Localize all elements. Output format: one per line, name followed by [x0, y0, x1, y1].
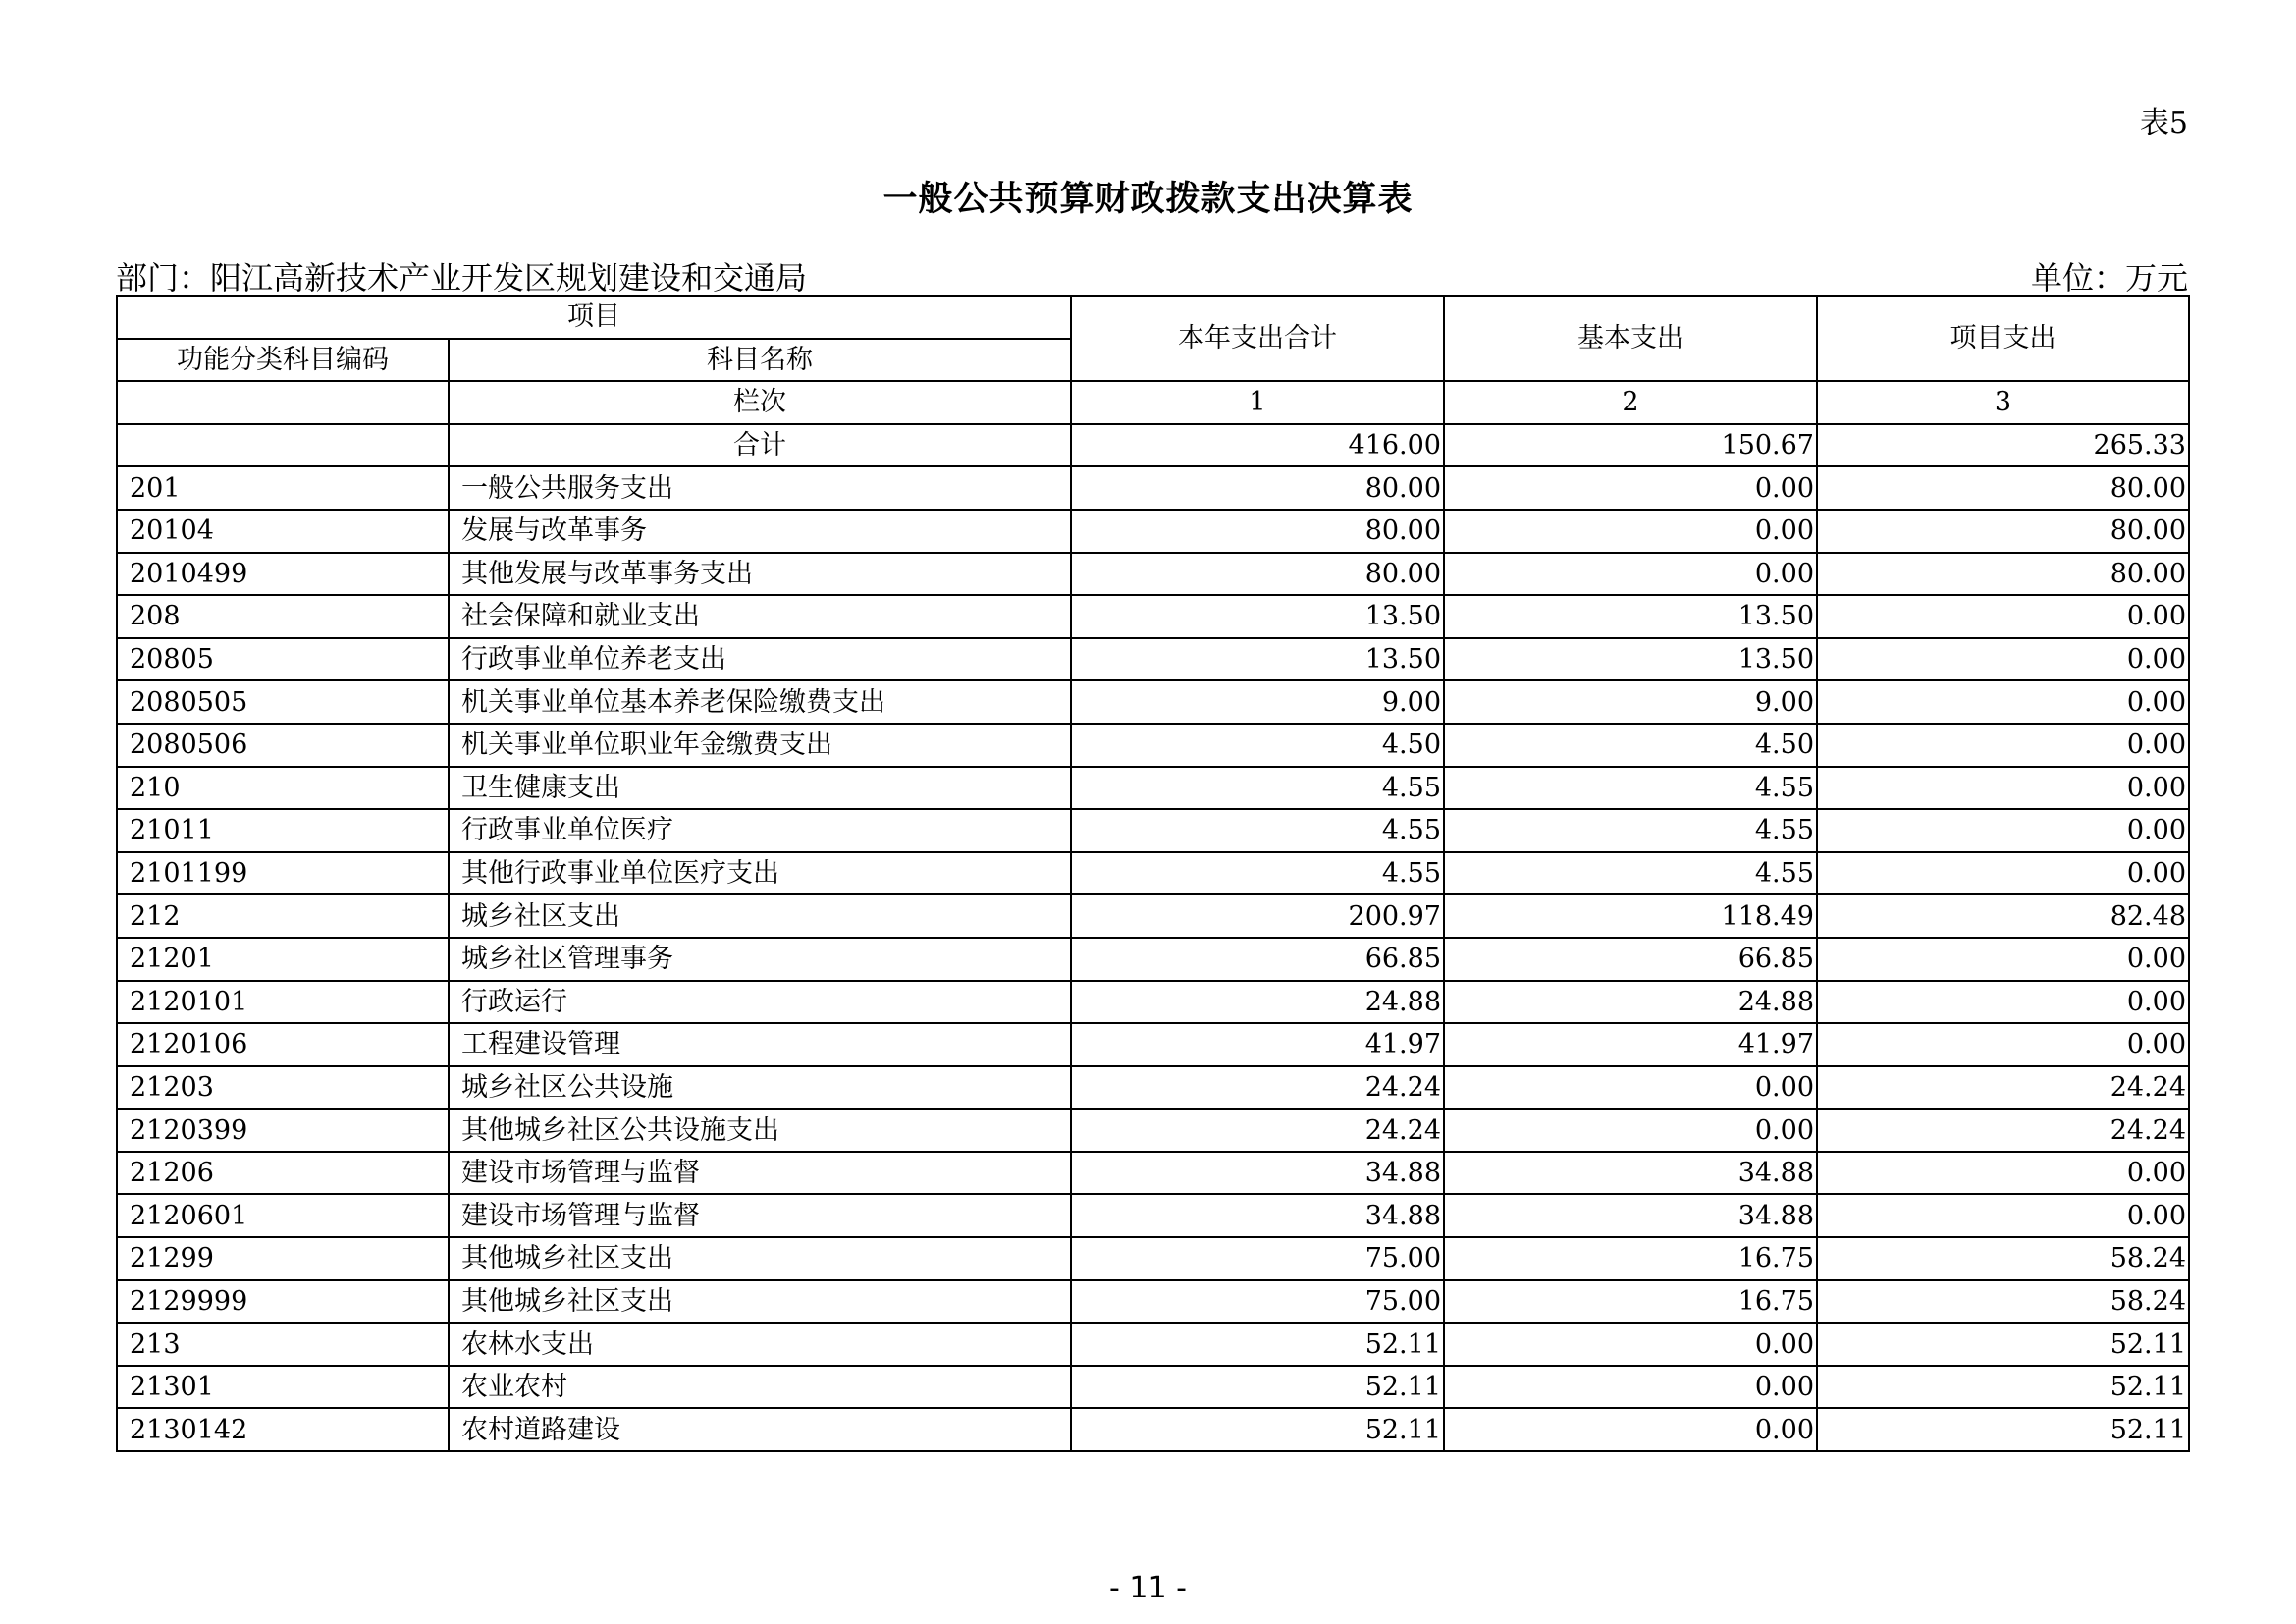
row-code: 2101199 [117, 852, 449, 895]
row-project: 0.00 [1817, 852, 2189, 895]
row-project: 52.11 [1817, 1323, 2189, 1366]
row-code: 2120399 [117, 1109, 449, 1152]
row-code: 2120106 [117, 1023, 449, 1066]
row-project: 0.00 [1817, 1194, 2189, 1237]
row-basic: 0.00 [1444, 1366, 1817, 1409]
row-code: 2120601 [117, 1194, 449, 1237]
table-row [117, 595, 2189, 638]
row-project: 80.00 [1817, 553, 2189, 596]
table-row [117, 1109, 2189, 1152]
row-name: 机关事业单位职业年金缴费支出 [449, 724, 1071, 767]
row-total: 13.50 [1071, 595, 1444, 638]
column-index-2: 2 [1444, 381, 1817, 424]
row-code: 21299 [117, 1237, 449, 1280]
header-code: 功能分类科目编码 [117, 339, 449, 382]
table-row [117, 553, 2189, 596]
row-basic: 4.55 [1444, 809, 1817, 852]
row-basic: 4.50 [1444, 724, 1817, 767]
row-code: 213 [117, 1323, 449, 1366]
row-name: 建设市场管理与监督 [449, 1152, 1071, 1195]
table-row [117, 466, 2189, 510]
row-total: 24.24 [1071, 1109, 1444, 1152]
department-label: 部门：阳江高新技术产业开发区规划建设和交通局 [116, 259, 808, 297]
row-project: 58.24 [1817, 1237, 2189, 1280]
sum-total: 416.00 [1071, 424, 1444, 467]
row-name: 发展与改革事务 [449, 510, 1071, 553]
row-name: 农业农村 [449, 1366, 1071, 1409]
row-project: 0.00 [1817, 680, 2189, 724]
row-project: 0.00 [1817, 638, 2189, 681]
row-basic: 16.75 [1444, 1280, 1817, 1324]
row-project: 82.48 [1817, 894, 2189, 938]
row-total: 4.55 [1071, 809, 1444, 852]
row-total: 75.00 [1071, 1237, 1444, 1280]
table-row [117, 1366, 2189, 1409]
row-basic: 0.00 [1444, 1408, 1817, 1451]
row-total: 52.11 [1071, 1366, 1444, 1409]
row-code: 212 [117, 894, 449, 938]
row-name: 城乡社区公共设施 [449, 1066, 1071, 1110]
row-total: 52.11 [1071, 1408, 1444, 1451]
row-name: 一般公共服务支出 [449, 466, 1071, 510]
row-project: 0.00 [1817, 595, 2189, 638]
header-project-expenditure: 项目支出 [1817, 296, 2189, 381]
row-code: 2120101 [117, 981, 449, 1024]
row-name: 卫生健康支出 [449, 767, 1071, 810]
row-basic: 16.75 [1444, 1237, 1817, 1280]
unit-label: 单位：万元 [2030, 259, 2188, 297]
table-row [117, 1323, 2189, 1366]
row-code: 21206 [117, 1152, 449, 1195]
row-name: 工程建设管理 [449, 1023, 1071, 1066]
row-total: 9.00 [1071, 680, 1444, 724]
column-index-label: 栏次 [449, 381, 1071, 424]
row-code: 2080505 [117, 680, 449, 724]
row-basic: 24.88 [1444, 981, 1817, 1024]
row-project: 0.00 [1817, 809, 2189, 852]
row-total: 80.00 [1071, 510, 1444, 553]
sum-basic: 150.67 [1444, 424, 1817, 467]
sum-label: 合计 [449, 424, 1071, 467]
table-row [117, 894, 2189, 938]
header-project: 项目 [117, 296, 1071, 339]
row-basic: 118.49 [1444, 894, 1817, 938]
row-code: 2129999 [117, 1280, 449, 1324]
sum-row [117, 424, 2189, 467]
row-name: 其他发展与改革事务支出 [449, 553, 1071, 596]
row-total: 52.11 [1071, 1323, 1444, 1366]
row-code: 20104 [117, 510, 449, 553]
row-basic: 9.00 [1444, 680, 1817, 724]
expenditure-table [116, 295, 2190, 1452]
header-total: 本年支出合计 [1071, 296, 1444, 381]
row-project: 0.00 [1817, 724, 2189, 767]
row-basic: 13.50 [1444, 638, 1817, 681]
column-index-1: 1 [1071, 381, 1444, 424]
row-name: 建设市场管理与监督 [449, 1194, 1071, 1237]
table-row [117, 1066, 2189, 1110]
row-code: 2080506 [117, 724, 449, 767]
row-basic: 0.00 [1444, 1323, 1817, 1366]
row-project: 0.00 [1817, 981, 2189, 1024]
table-row [117, 1023, 2189, 1066]
row-project: 0.00 [1817, 1152, 2189, 1195]
row-basic: 0.00 [1444, 1109, 1817, 1152]
row-basic: 34.88 [1444, 1152, 1817, 1195]
table-row [117, 852, 2189, 895]
row-code: 2130142 [117, 1408, 449, 1451]
sum-project: 265.33 [1817, 424, 2189, 467]
row-total: 34.88 [1071, 1194, 1444, 1237]
table-row [117, 809, 2189, 852]
table-row [117, 1152, 2189, 1195]
table-row [117, 510, 2189, 553]
row-project: 58.24 [1817, 1280, 2189, 1324]
row-project: 80.00 [1817, 510, 2189, 553]
row-total: 24.88 [1071, 981, 1444, 1024]
row-project: 80.00 [1817, 466, 2189, 510]
row-name: 农林水支出 [449, 1323, 1071, 1366]
table-row [117, 938, 2189, 981]
row-basic: 34.88 [1444, 1194, 1817, 1237]
page-title: 一般公共预算财政拨款支出决算表 [882, 179, 1414, 219]
row-name: 其他城乡社区公共设施支出 [449, 1109, 1071, 1152]
row-basic: 0.00 [1444, 510, 1817, 553]
row-name: 行政运行 [449, 981, 1071, 1024]
row-name: 机关事业单位基本养老保险缴费支出 [449, 680, 1071, 724]
row-basic: 4.55 [1444, 852, 1817, 895]
row-total: 4.50 [1071, 724, 1444, 767]
row-code: 2010499 [117, 553, 449, 596]
table-row [117, 1280, 2189, 1324]
row-total: 80.00 [1071, 553, 1444, 596]
row-name: 行政事业单位医疗 [449, 809, 1071, 852]
column-index-3: 3 [1817, 381, 2189, 424]
row-basic: 0.00 [1444, 553, 1817, 596]
row-total: 80.00 [1071, 466, 1444, 510]
row-code: 210 [117, 767, 449, 810]
table-row [117, 767, 2189, 810]
row-code: 21011 [117, 809, 449, 852]
table-row [117, 680, 2189, 724]
table-number: 表5 [2139, 106, 2188, 140]
row-name: 城乡社区支出 [449, 894, 1071, 938]
table-row [117, 981, 2189, 1024]
row-name: 其他城乡社区支出 [449, 1280, 1071, 1324]
row-total: 4.55 [1071, 852, 1444, 895]
row-name: 社会保障和就业支出 [449, 595, 1071, 638]
row-code: 201 [117, 466, 449, 510]
row-code: 21201 [117, 938, 449, 981]
row-name: 城乡社区管理事务 [449, 938, 1071, 981]
row-project: 24.24 [1817, 1109, 2189, 1152]
row-total: 13.50 [1071, 638, 1444, 681]
row-name: 其他行政事业单位医疗支出 [449, 852, 1071, 895]
table-row [117, 1194, 2189, 1237]
row-project: 0.00 [1817, 938, 2189, 981]
row-total: 66.85 [1071, 938, 1444, 981]
table-row [117, 724, 2189, 767]
row-basic: 13.50 [1444, 595, 1817, 638]
row-name: 其他城乡社区支出 [449, 1237, 1071, 1280]
table-row [117, 1237, 2189, 1280]
row-total: 34.88 [1071, 1152, 1444, 1195]
row-code: 208 [117, 595, 449, 638]
row-name: 农村道路建设 [449, 1408, 1071, 1451]
page-number: - 11 - [1109, 1571, 1187, 1605]
row-project: 0.00 [1817, 767, 2189, 810]
sum-code [117, 424, 449, 467]
row-code: 20805 [117, 638, 449, 681]
row-total: 24.24 [1071, 1066, 1444, 1110]
row-code: 21301 [117, 1366, 449, 1409]
row-total: 4.55 [1071, 767, 1444, 810]
row-total: 200.97 [1071, 894, 1444, 938]
row-basic: 0.00 [1444, 1066, 1817, 1110]
row-total: 75.00 [1071, 1280, 1444, 1324]
row-basic: 41.97 [1444, 1023, 1817, 1066]
header-basic: 基本支出 [1444, 296, 1817, 381]
row-project: 52.11 [1817, 1366, 2189, 1409]
row-project: 0.00 [1817, 1023, 2189, 1066]
row-basic: 4.55 [1444, 767, 1817, 810]
column-index-empty [117, 381, 449, 424]
row-basic: 0.00 [1444, 466, 1817, 510]
row-code: 21203 [117, 1066, 449, 1110]
row-project: 52.11 [1817, 1408, 2189, 1451]
row-project: 24.24 [1817, 1066, 2189, 1110]
row-total: 41.97 [1071, 1023, 1444, 1066]
row-name: 行政事业单位养老支出 [449, 638, 1071, 681]
table-row [117, 638, 2189, 681]
table-row [117, 1408, 2189, 1451]
row-basic: 66.85 [1444, 938, 1817, 981]
header-name: 科目名称 [449, 339, 1071, 382]
